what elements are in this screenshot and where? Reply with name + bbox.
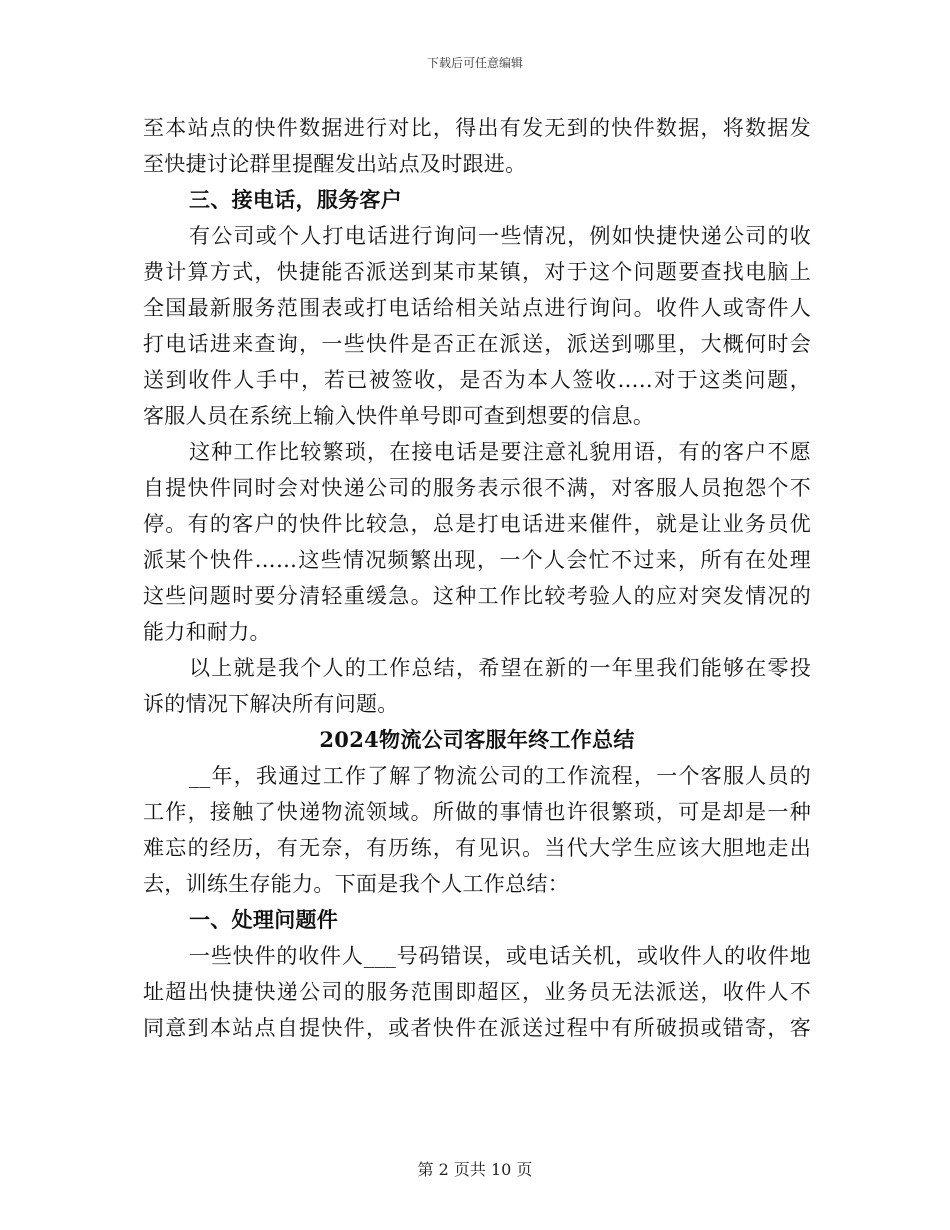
paragraph-line: 这种工作比较繁琐，在接电话是要注意礼貌用语，有的客户不愿 [189,440,811,464]
page-footer: 第 2 页共 10 页 [417,1160,533,1179]
paragraph-line: __年，我通过工作了解了物流公司的工作流程，一个客服人员的 [189,764,811,788]
paragraph-line: 费计算方式，快捷能否派送到某市某镇，对于这个问题要查找电脑上 [143,260,811,284]
paragraph-line: 至快捷讨论群里提醒发出站点及时跟进。 [143,152,527,176]
paragraph-line: 客服人员在系统上输入快件单号即可查到想要的信息。 [143,404,655,428]
paragraph-line: 同意到本站点自提快件，或者快件在派送过程中有所破损或错寄，客 [143,1016,811,1040]
document-title: 2024物流公司客服年终工作总结 [319,727,635,752]
paragraph-line: 一些快件的收件人___号码错误，或电话关机，或收件人的收件地 [189,944,811,968]
paragraph-line: 诉的情况下解决所有问题。 [143,692,399,716]
paragraph-line: 址超出快捷快递公司的服务范围即超区，业务员无法派送，收件人不 [143,980,811,1004]
document-body [143,110,811,1046]
paragraph-line: 送到收件人手中，若已被签收，是否为本人签收…..对于这类问题， [143,368,811,392]
paragraph-line: 至本站点的快件数据进行对比，得出有发无到的快件数据，将数据发 [143,116,811,140]
paragraph-line: 难忘的经历，有无奈，有历练，有见识。当代大学生应该大胆地走出 [143,836,811,860]
paragraph-line: 全国最新服务范围表或打电话给相关站点进行询问。收件人或寄件人 [143,296,811,320]
section-heading: 一、处理问题件 [189,907,339,932]
paragraph-line: 能力和耐力。 [143,620,271,644]
paragraph-line: 以上就是我个人的工作总结，希望在新的一年里我们能够在零投 [189,656,811,680]
section-heading: 三、接电话，服务客户 [189,187,402,212]
paragraph-line: 打电话进来查询，一些快件是否正在派送，派送到哪里，大概何时会 [143,332,811,356]
paragraph-line: 去，训练生存能力。下面是我个人工作总结： [143,872,569,896]
paragraph-line: 停。有的客户的快件比较急，总是打电话进来催件，就是让业务员优 [143,512,811,536]
paragraph-line: 自提快件同时会对快递公司的服务表示很不满，对客服人员抱怨个不 [143,476,811,500]
paragraph-line: 有公司或个人打电话进行询问一些情况，例如快捷快递公司的收 [189,224,811,248]
paragraph-line: 这些问题时要分清轻重缓急。这种工作比较考验人的应对突发情况的 [143,584,811,608]
paragraph-line: 工作，接触了快递物流领域。所做的事情也许很繁琐，可是却是一种 [143,800,811,824]
paragraph-line: 派某个快件……这些情况频繁出现，一个人会忙不过来，所有在处理 [143,548,811,572]
page-header: 下载后可任意编辑 [426,56,523,70]
